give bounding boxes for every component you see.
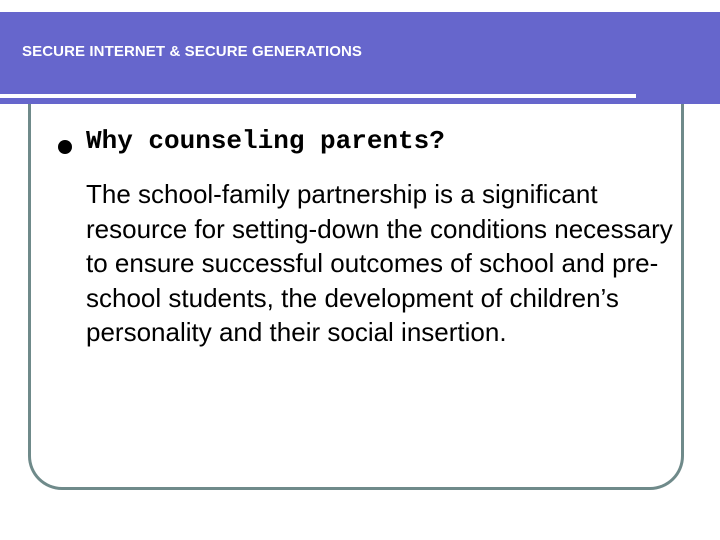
slide-title: SECURE INTERNET & SECURE GENERATIONS [22, 43, 363, 60]
bullet-heading: Why counseling parents? [86, 126, 445, 156]
bullet-body-text: The school-family partnership is a significant resource for setting-down the conditions necessary to ensure successful outcomes of school and pre-school students, the development of children’s personality and their social insertion. [86, 179, 673, 347]
bullet-icon [58, 140, 72, 154]
header-divider [0, 94, 636, 98]
